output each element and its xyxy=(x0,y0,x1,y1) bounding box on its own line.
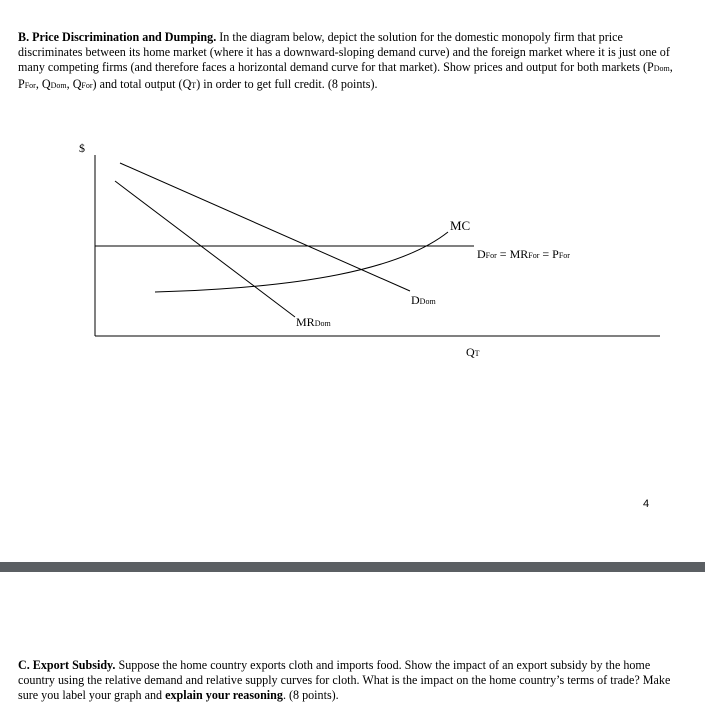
part-c-question xyxy=(18,658,683,704)
part-b-text-2: ) and total output ( xyxy=(92,76,183,91)
mc-curve xyxy=(155,232,448,292)
domestic-demand-curve xyxy=(120,163,410,291)
domestic-mr-curve xyxy=(115,181,295,317)
part-c-text-2: . (8 points). xyxy=(282,688,339,703)
part-c-bold-phrase: explain your reasoning xyxy=(165,688,283,703)
part-b-text-3: ) in order to get full credit. (8 points). xyxy=(196,76,378,91)
y-axis-label: $ xyxy=(79,141,85,155)
page-number: 4 xyxy=(643,498,650,510)
var-p-dom: PDom xyxy=(647,60,670,75)
part-c-heading: C. Export Subsidy. xyxy=(18,658,116,672)
page-break-divider xyxy=(0,562,705,572)
var-q-t: QT xyxy=(182,76,197,91)
var-p-for: PFor xyxy=(18,76,36,91)
var-q-dom: QDom xyxy=(41,76,67,91)
mc-label: MC xyxy=(450,218,471,233)
foreign-demand-label: DFor = MRFor = PFor xyxy=(477,247,570,261)
part-c-text-1: Suppose the home country exports cloth and imports food. Show the impact of an export subsidy by the home country using the relative demand and relative supply curves for cloth. What is the impact on the home country’s terms of trade? Make sure you label your graph and xyxy=(18,658,671,703)
part-b-question: B. Price Discrimination and Dumping. In the diagram below, depict the solution for the domestic monopoly firm that price discriminates between its home market (where it has a downward-sloping demand curve) and the foreign market where it is just one of many competing firms (and therefore faces a horizontal demand curve for that market). Show prices and output for both markets (PDom, PFor, QDom, QFor) and total output (QT) in order to get full credit. (8 points). xyxy=(18,30,673,91)
part-b-text-1: In the diagram below, depict the solution for the domestic monopoly firm that price discriminates between its home market (where it has a downward-sloping demand curve) and the foreign market where it is just one of many competing firms (and therefore faces a horizontal demand curve for that market). Show prices and output for both markets ( xyxy=(18,30,670,75)
d-dom-label: DDom xyxy=(411,293,436,307)
qt-label: QT xyxy=(466,345,480,359)
mr-dom-label: MRDom xyxy=(296,315,331,329)
part-b-heading: B. Price Discrimination and Dumping. xyxy=(18,30,217,44)
var-q-for: QFor xyxy=(72,76,93,91)
